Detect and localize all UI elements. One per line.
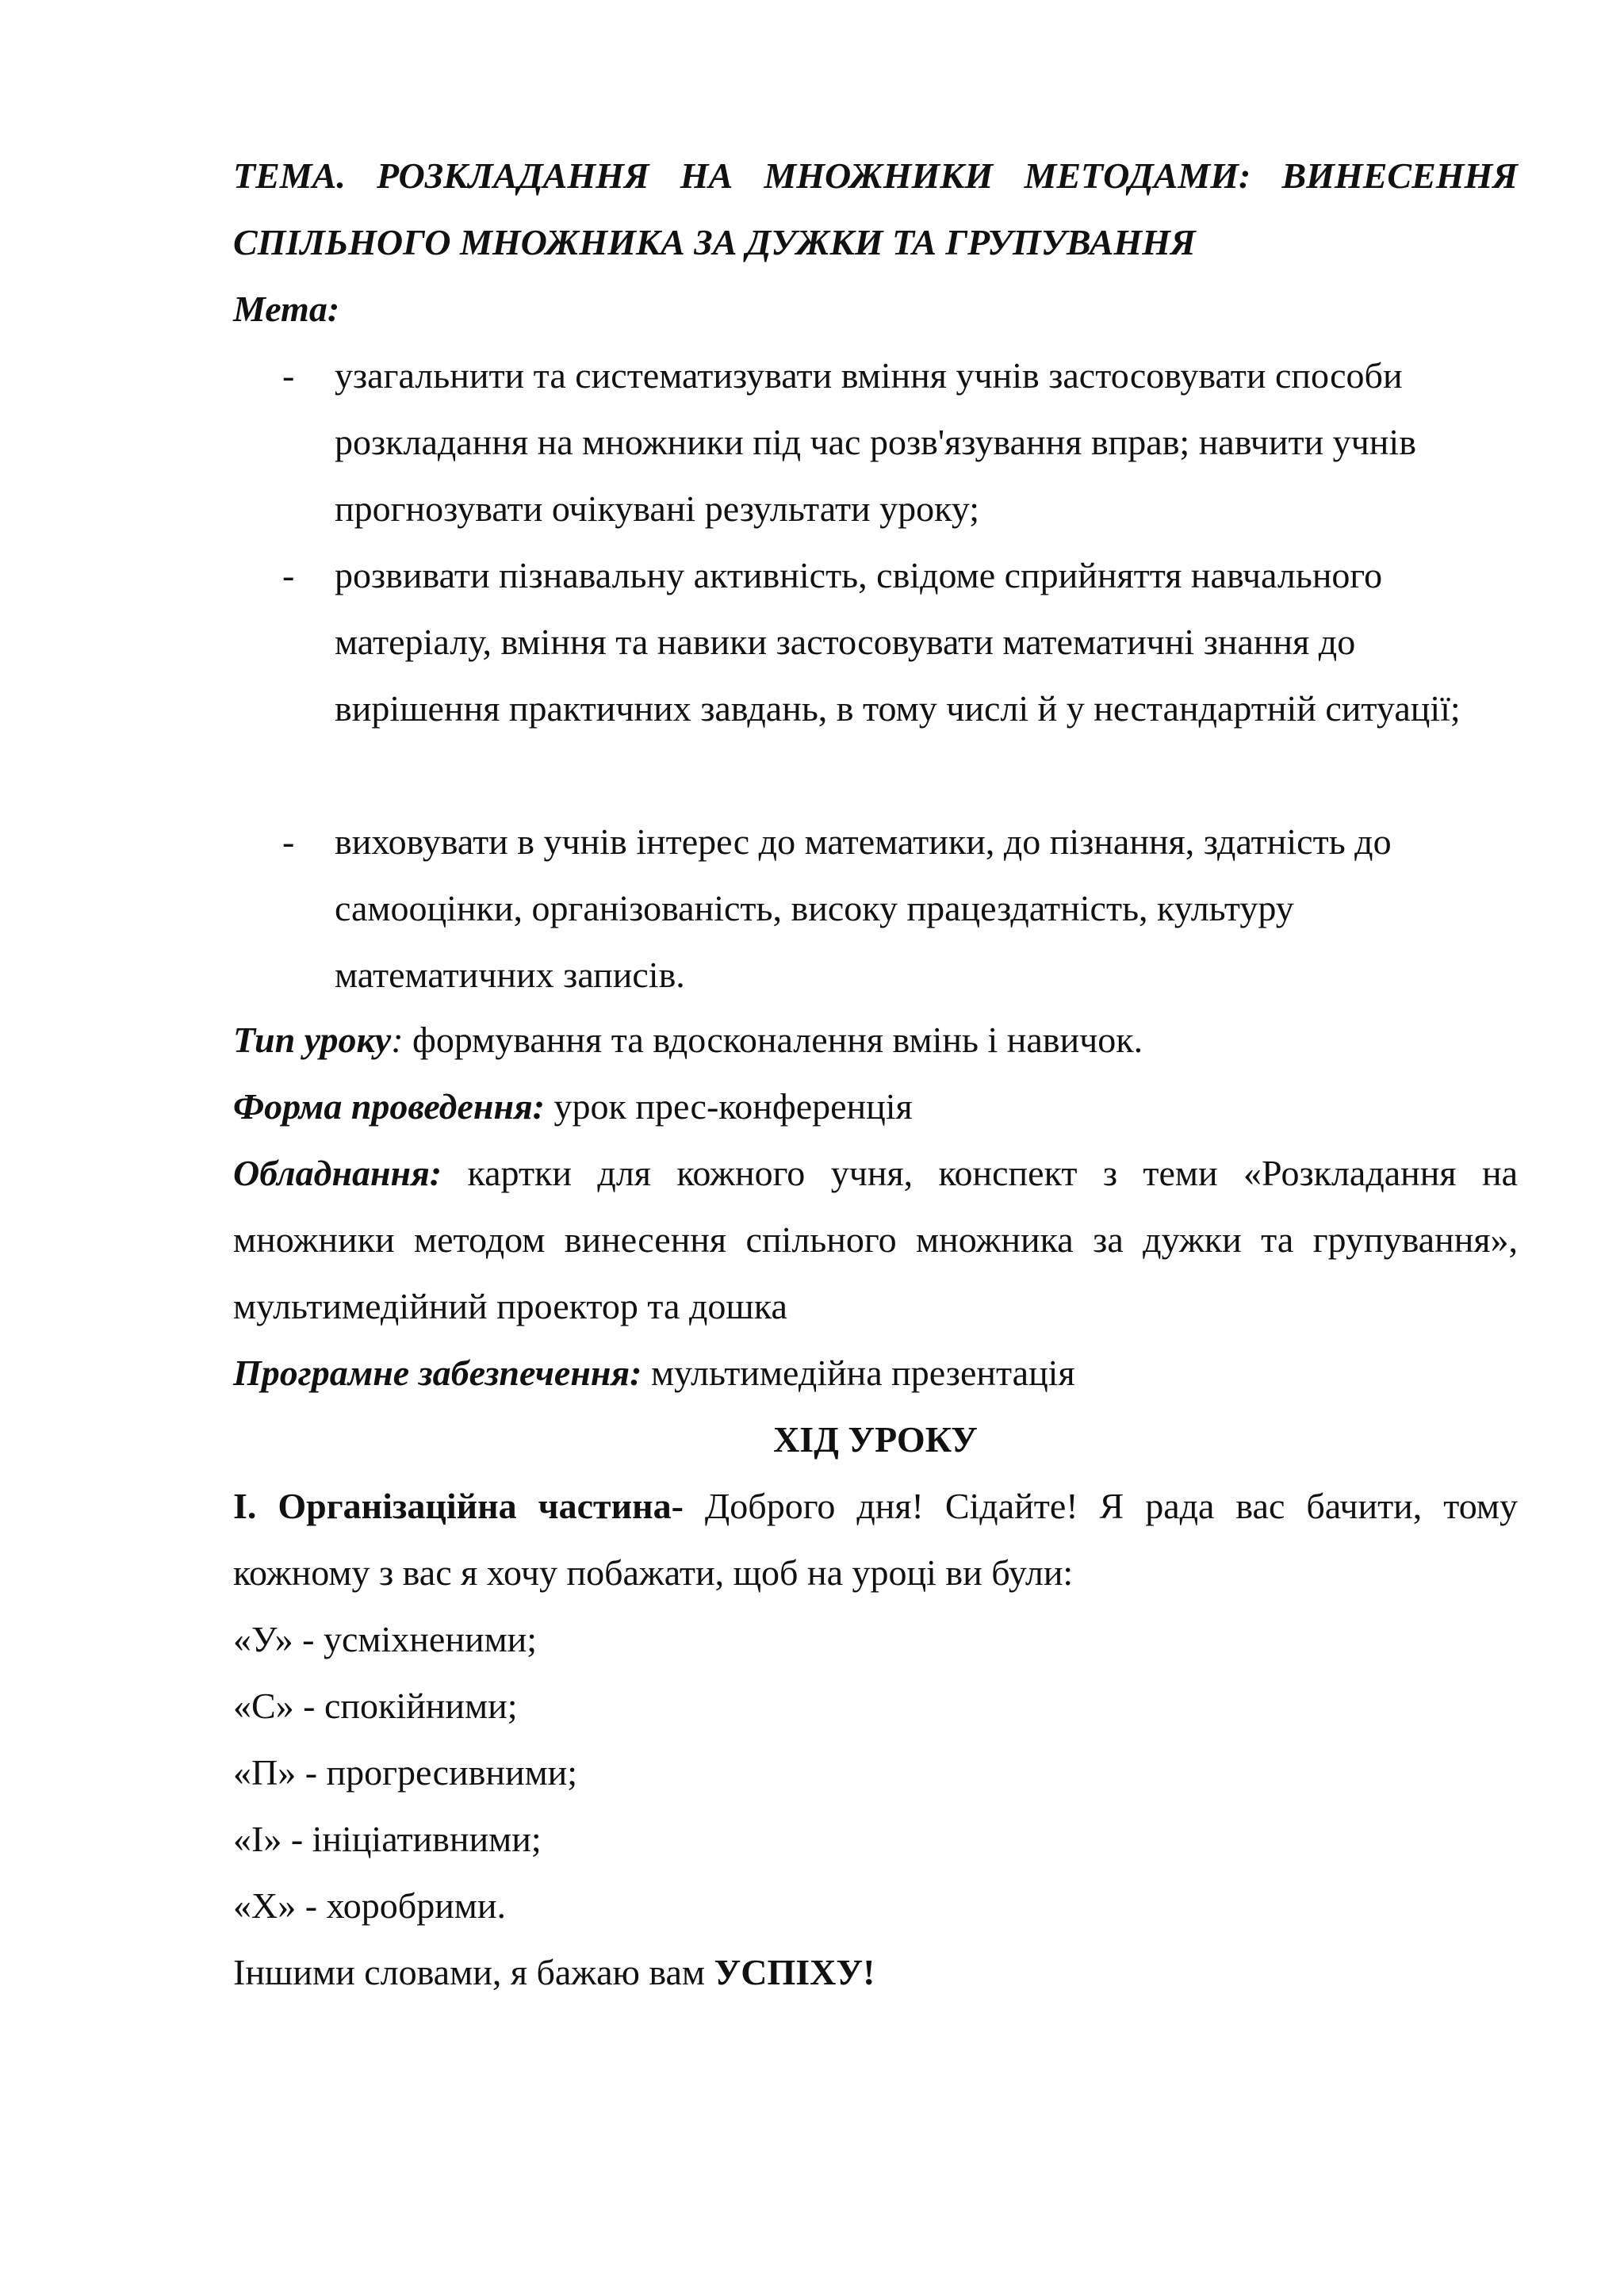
goal-item bbox=[233, 342, 1518, 542]
goal-text: узагальнити та систематизувати вміння учнів застосовувати способи розкладання на множники під час розв'язування вправ; навчити учнів прогнозувати очікувані результати уроку; bbox=[335, 355, 1416, 529]
closing-emphasis: УСПІХУ! bbox=[714, 1952, 875, 1992]
lesson-type-value: формування та вдосконалення вмінь і навичок. bbox=[403, 1020, 1143, 1060]
goal-heading-label: Мета: bbox=[233, 289, 340, 329]
goal-heading bbox=[233, 276, 1518, 342]
equipment-label: Обладнання: bbox=[233, 1153, 442, 1193]
organizational-part bbox=[233, 1473, 1518, 1606]
closing-line bbox=[233, 1939, 1518, 2006]
goal-text: виховувати в учнів інтерес до математики, до пізнання, здатність до самооцінки, організованість, високу працездатність, культуру математичних записів. bbox=[335, 821, 1392, 995]
equipment bbox=[233, 1140, 1518, 1340]
wish-item: «Х» - хоробрими. bbox=[233, 1885, 507, 1926]
equipment-value: картки для кожного учня, конспект з теми «Розкладання на множники методом винесення спільного множника за дужки та групування», мультимедійний проектор та дошка bbox=[233, 1153, 1518, 1326]
wish-item: «У» - усміхненими; bbox=[233, 1619, 538, 1659]
software bbox=[233, 1340, 1518, 1406]
organizational-part-text: Доброго дня! Сідайте! Я рада вас бачити, тому кожному з вас я хочу побажати, щоб на уроці ви були: bbox=[233, 1486, 1518, 1593]
closing-text: Іншими словами, я бажаю вам bbox=[233, 1952, 714, 1992]
goal-item bbox=[233, 809, 1518, 1008]
lesson-topic: ТЕМА. РОЗКЛАДАННЯ НА МНОЖНИКИ МЕТОДАМИ: ВИНЕСЕННЯ СПІЛЬНОГО МНОЖНИКА ЗА ДУЖКИ ТА ГРУПУВАННЯ bbox=[233, 155, 1518, 262]
wish-item: «І» - ініціативними; bbox=[233, 1819, 542, 1859]
lesson-form-value: урок прес-конференція bbox=[545, 1086, 913, 1127]
bullet-dash: - bbox=[282, 355, 295, 396]
section-title: ХІД УРОКУ bbox=[773, 1419, 978, 1460]
lesson-form-label: Форма проведення: bbox=[233, 1086, 545, 1127]
wish-item: «С» - спокійними; bbox=[233, 1686, 518, 1726]
lesson-form bbox=[233, 1073, 1518, 1140]
goal-item bbox=[233, 542, 1518, 809]
software-label: Програмне забезпечення: bbox=[233, 1353, 642, 1393]
wish-item: «П» - прогресивними; bbox=[233, 1752, 578, 1793]
software-value: мультимедійна презентація bbox=[642, 1353, 1075, 1393]
organizational-part-label: І. Організаційна частина- bbox=[233, 1486, 684, 1526]
goals-list bbox=[233, 342, 1518, 1008]
bullet-dash: - bbox=[282, 821, 295, 862]
bullet-dash: - bbox=[282, 555, 295, 595]
lesson-type bbox=[233, 1007, 1518, 1073]
lesson-type-label: Тип уроку bbox=[233, 1020, 392, 1060]
goal-text: розвивати пізнавальну активність, свідоме сприйняття навчального матеріалу, вміння та навики застосовувати математичні знання до вирішення практичних завдань, в тому числі й у нестандартній ситуації; bbox=[335, 555, 1461, 729]
lesson-type-colon: : bbox=[391, 1020, 404, 1060]
